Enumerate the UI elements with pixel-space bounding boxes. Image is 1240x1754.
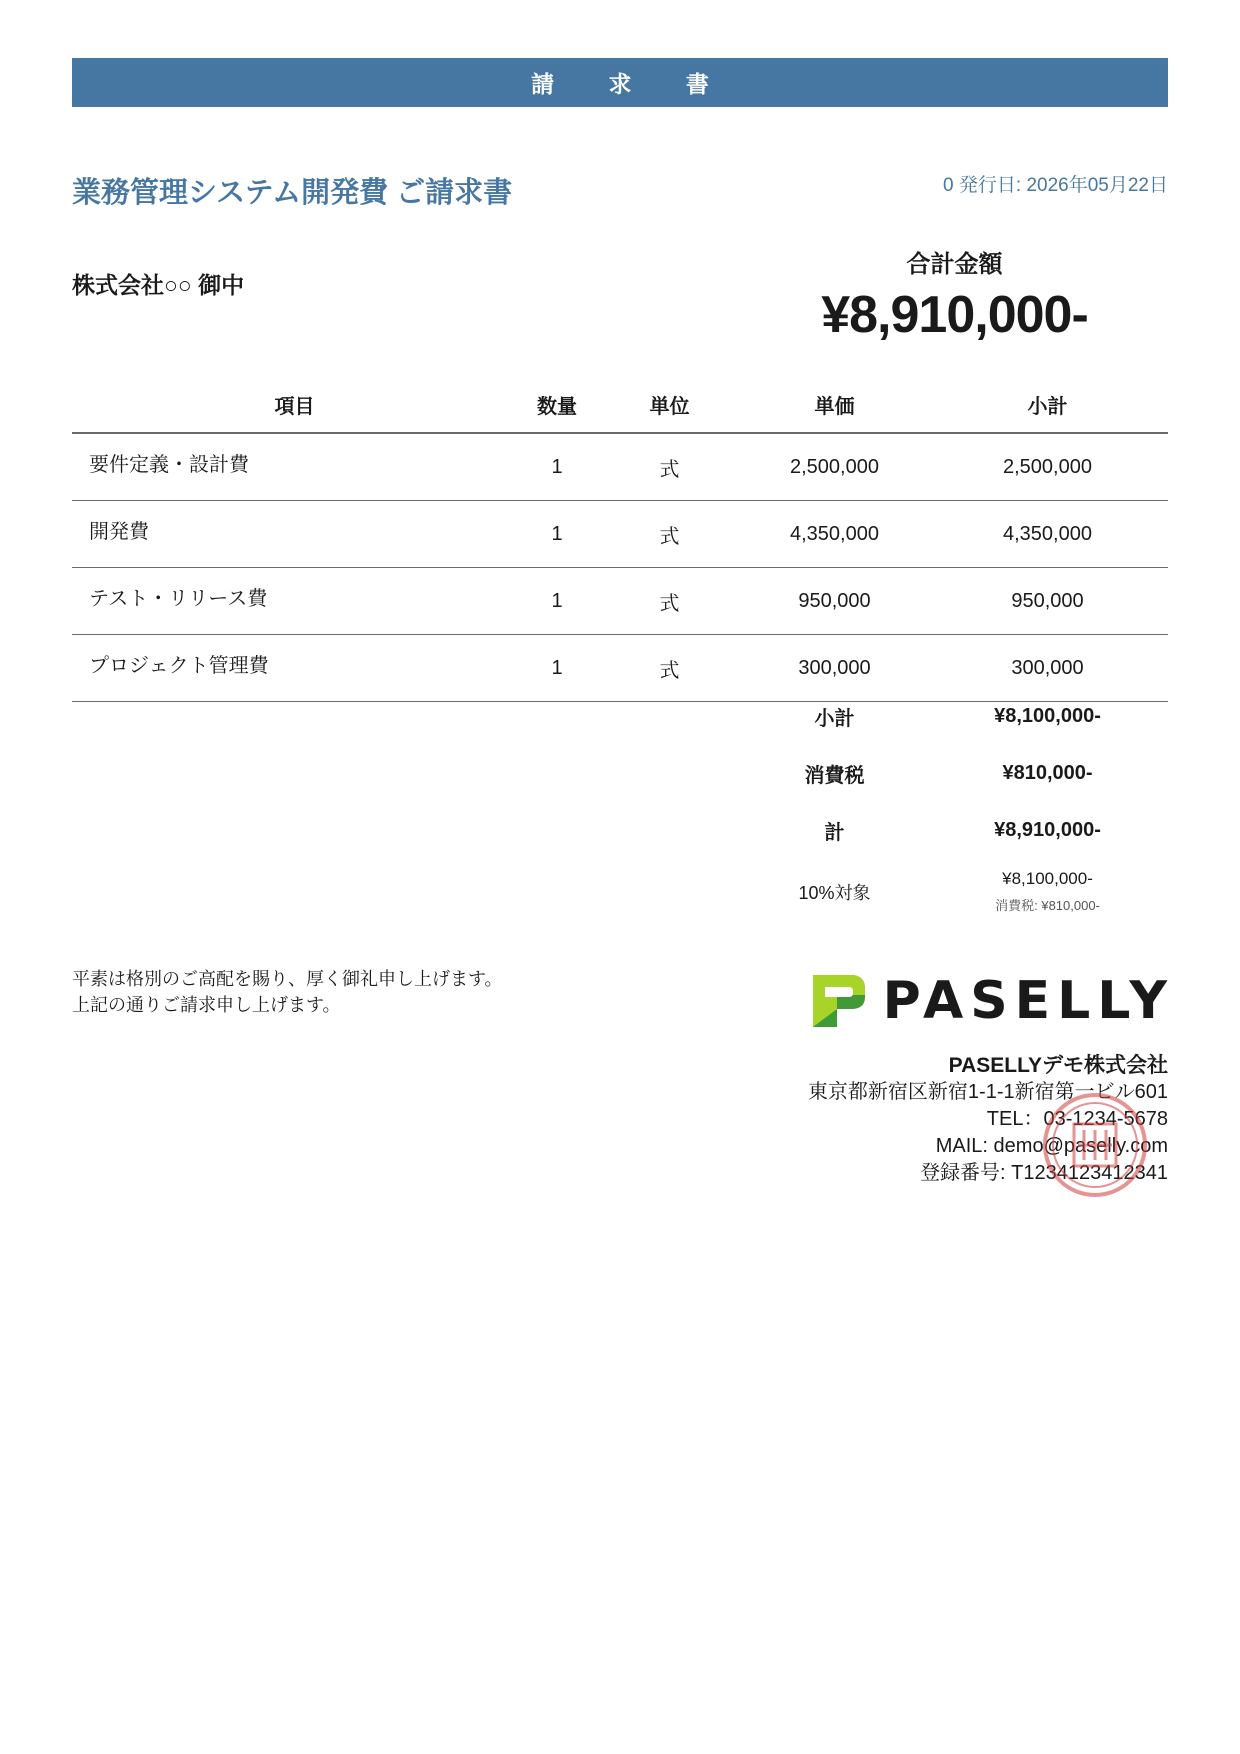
tax-rate-values (927, 869, 1168, 914)
column-header-price: 単価 (742, 376, 927, 433)
subtotal-cell: 4,350,000 (927, 501, 1168, 568)
company-name: PASELLYデモ株式会社 (948, 1054, 1168, 1077)
document-header-bar (72, 58, 1168, 107)
qty-cell: 1 (517, 635, 597, 702)
invoice-page (72, 58, 1174, 1184)
tax-row (742, 745, 1168, 802)
table-row (72, 501, 1168, 568)
qty-cell: 1 (517, 433, 597, 501)
issue-date: 0 発行日: 2026年05月22日 (943, 175, 1168, 196)
paselly-logo-icon (811, 971, 867, 1031)
company-logo (811, 968, 1174, 1034)
subtotal-row (742, 688, 1168, 745)
unit-cell: 式 (597, 568, 742, 635)
item-name-cell: プロジェクト管理費 (72, 635, 517, 702)
greeting-line: 平素は格別のご高配を賜り、厚く御礼申し上げます。 (72, 969, 503, 989)
subtotal-cell: 300,000 (927, 635, 1168, 702)
document-type-label: 請 求 書 (531, 71, 733, 97)
grand-total-label: 計 (824, 822, 845, 844)
subtotal-label: 小計 (814, 708, 855, 730)
qty-cell: 1 (517, 501, 597, 568)
company-tel: TEL：03-1234-5678 (986, 1108, 1168, 1130)
item-name-cell: 要件定義・設計費 (72, 433, 517, 501)
invoice-title: 業務管理システム開発費 ご請求書 (72, 177, 513, 209)
price-cell: 300,000 (742, 635, 927, 702)
column-header-item: 項目 (72, 376, 517, 433)
table-row (72, 433, 1168, 501)
qty-cell: 1 (517, 568, 597, 635)
company-address: 東京都新宿区新宿1-1-1新宿第一ビル601 (807, 1081, 1168, 1103)
tax-value: ¥810,000- (1002, 762, 1093, 784)
subtotal-value: ¥8,100,000- (994, 705, 1101, 727)
item-name-cell: テスト・リリース費 (72, 568, 517, 635)
column-header-subtotal: 小計 (927, 376, 1168, 433)
subtotal-cell: 950,000 (927, 568, 1168, 635)
column-header-unit: 単位 (597, 376, 742, 433)
column-header-qty: 数量 (517, 376, 597, 433)
company-registration-number: 登録番号: T1234123412341 (920, 1162, 1168, 1184)
company-logo-wordmark: PASELLY (882, 971, 1174, 1031)
item-name-cell: 開発費 (72, 501, 517, 568)
issuer-company-block (648, 968, 1174, 1187)
total-amount-label: 合計金額 (906, 251, 1003, 278)
tax-rate-label: 10%対象 (798, 882, 871, 903)
line-items-table (72, 376, 1168, 702)
grand-total-value: ¥8,910,000- (994, 819, 1101, 841)
grand-total-row (742, 802, 1168, 859)
total-amount-box (822, 244, 1222, 345)
totals-summary (742, 688, 1168, 914)
tax-rate-base: ¥8,100,000- (1002, 869, 1093, 888)
unit-cell: 式 (597, 635, 742, 702)
table-row (72, 568, 1168, 635)
greeting-message (72, 966, 503, 1018)
total-amount-value: ¥8,910,000- (821, 286, 1088, 344)
tax-label: 消費税 (804, 765, 865, 787)
subtotal-cell: 2,500,000 (927, 433, 1168, 501)
price-cell: 4,350,000 (742, 501, 927, 568)
recipient-name: 株式会社○○ 御中 (72, 272, 245, 298)
tax-rate-breakdown (742, 869, 1168, 914)
unit-cell: 式 (597, 501, 742, 568)
price-cell: 2,500,000 (742, 433, 927, 501)
company-mail: MAIL: demo@paselly.com (935, 1135, 1168, 1157)
table-header-row (72, 376, 1168, 433)
unit-cell: 式 (597, 433, 742, 501)
tax-rate-amount: 消費税: ¥810,000- (995, 898, 1100, 913)
greeting-line: 上記の通りご請求申し上げます。 (72, 995, 341, 1015)
price-cell: 950,000 (742, 568, 927, 635)
